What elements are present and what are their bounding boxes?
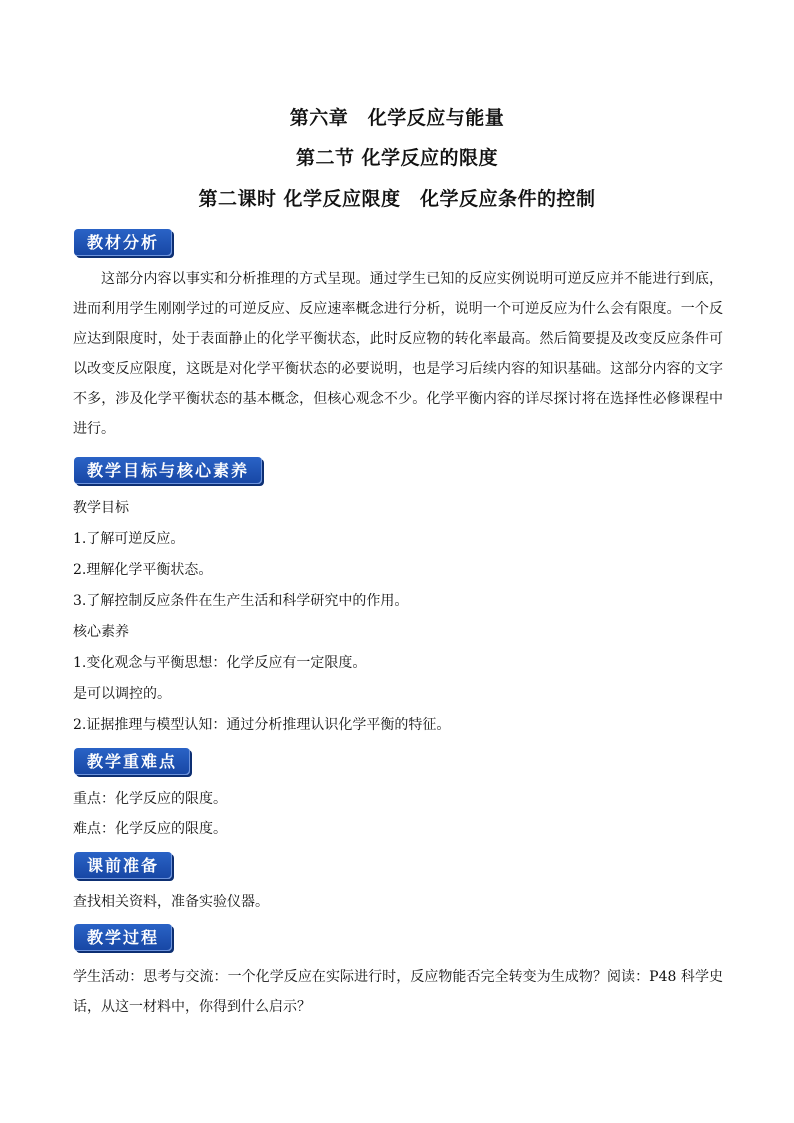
preparation-heading: 课前准备 [74,852,172,879]
process-heading: 教学过程 [74,924,172,951]
textbook-analysis-paragraph: 这部分内容以事实和分析推理的方式呈现。通过学生已知的反应实例说明可逆反应并不能进行到底，进而利用学生刚刚学过的可逆反应、反应速率概念进行分析，说明一个可逆反应为什么会有限度。一个反应达到限度时，处于表面静止的化学平衡状态，此时反应物的转化率最高。然后简要提及改变反应条件可以改变反应限度，这既是对化学平衡状态的必要说明，也是学习后续内容的知识基础。这部分内容的文字不多，涉及化学平衡状态的基本概念，但核心观念不少。化学平衡内容的详尽探讨将在选择性必修课程中进行。 [73,271,723,437]
key-focus: 重点：化学反应的限度。 [73,791,227,807]
goal-item-2: 2.理解化学平衡状态。 [73,562,213,578]
textbook-analysis-heading: 教材分析 [74,229,172,256]
goals-heading: 教学目标 [73,500,129,516]
literacy-heading: 核心素养 [73,624,129,640]
goal-item-1: 1.了解可逆反应。 [73,531,185,547]
literacy-item-1: 1.变化观念与平衡思想：化学反应有一定限度。 [73,655,367,671]
process-text: 学生活动：思考与交流：一个化学反应在实际进行时，反应物能否完全转变为生成物？阅读：P48 科学史话，从这一材料中，你得到什么启示？ [73,969,723,1015]
preparation-text: 查找相关资料，准备实验仪器。 [73,894,269,910]
literacy-item-2: 2.证据推理与模型认知：通过分析推理认识化学平衡的特征。 [73,717,451,733]
chapter-title: 第六章 化学反应与能量 [289,107,505,129]
key-difficulty: 难点：化学反应的限度。 [73,821,227,837]
goal-item-3: 3.了解控制反应条件在生产生活和科学研究中的作用。 [73,593,409,609]
objectives-heading: 教学目标与核心素养 [74,457,262,484]
lesson-title: 第二课时 化学反应限度 化学反应条件的控制 [198,188,596,210]
section-title: 第二节 化学反应的限度 [295,147,499,169]
key-points-heading: 教学重难点 [74,748,190,775]
literacy-item-1-continued: 是可以调控的。 [73,686,171,702]
